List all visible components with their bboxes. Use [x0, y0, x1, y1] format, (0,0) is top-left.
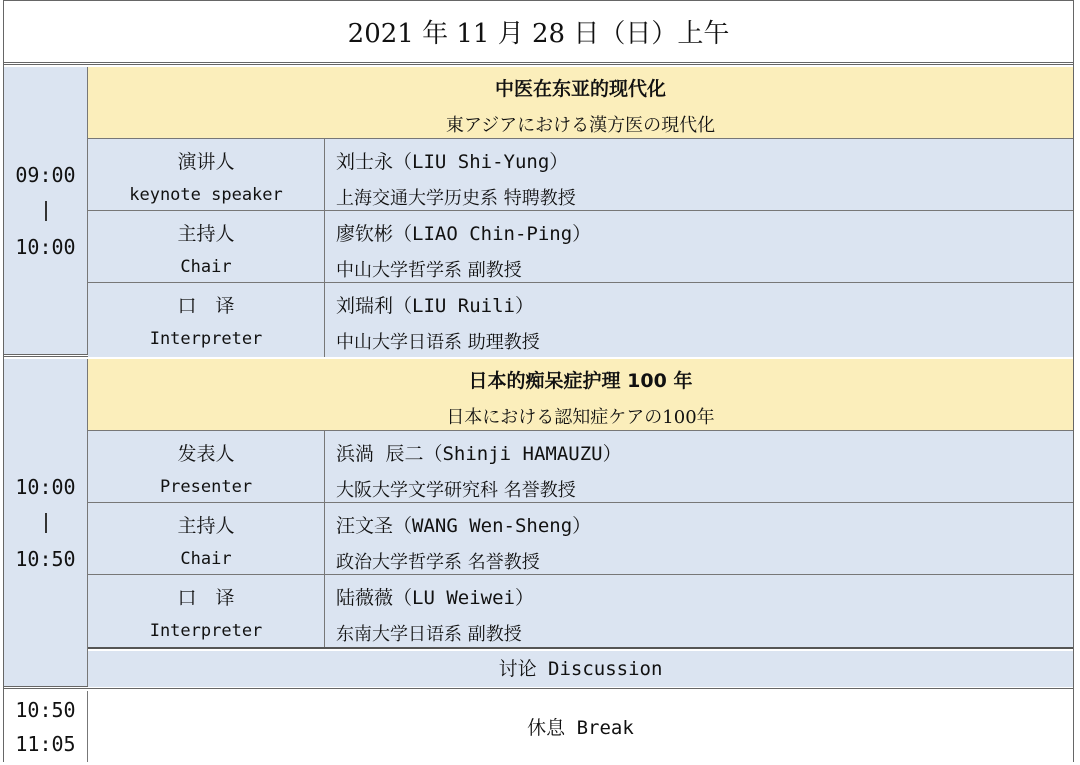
break-label: 休息 Break	[88, 691, 1073, 762]
session-2-time	[4, 359, 88, 686]
role-cell	[88, 283, 325, 357]
session-1-content	[88, 67, 1073, 354]
time-end: 10:00	[15, 234, 76, 259]
session-1	[4, 67, 1073, 357]
person-name: 刘瑞利（LIU Ruili）	[336, 295, 534, 317]
interpreter-row	[88, 575, 1073, 649]
person-name: 陆薇薇（LU Weiwei）	[336, 587, 534, 609]
time-start: 09:00	[15, 162, 76, 187]
session-title-zh: 中医在东亚的现代化	[494, 78, 666, 100]
person-cell	[336, 283, 1073, 357]
person-cell	[336, 503, 1073, 574]
role-zh: 口 译	[177, 295, 235, 317]
time-start: 10:00	[15, 474, 76, 499]
person-affiliation: 中山大学日语系 助理教授	[336, 332, 540, 353]
session-title-ja: 東アジアにおける漢方医の現代化	[445, 115, 716, 136]
time-separator	[45, 201, 47, 221]
person-cell	[336, 575, 1073, 647]
schedule-table	[3, 0, 1074, 762]
person-cell	[336, 431, 1073, 502]
speaker-row	[88, 139, 1073, 211]
person-name: 浜渦 辰二（Shinji HAMAUZU）	[336, 443, 622, 465]
role-cell	[88, 211, 325, 282]
person-affiliation: 上海交通大学历史系 特聘教授	[336, 188, 576, 209]
interpreter-row	[88, 283, 1073, 357]
chair-row	[88, 211, 1073, 283]
role-zh: 演讲人	[177, 151, 235, 173]
role-zh: 主持人	[177, 223, 235, 245]
discussion-cell: 讨论 Discussion	[88, 651, 1073, 687]
time-start: 10:50	[15, 697, 76, 722]
person-name: 汪文圣（WANG Wen-Sheng）	[336, 515, 592, 537]
time-end: 10:50	[15, 546, 76, 571]
person-name: 刘士永（LIU Shi-Yung）	[336, 151, 569, 173]
session-title	[88, 359, 1073, 431]
break-content	[88, 691, 1073, 762]
role-zh: 口 译	[177, 587, 235, 609]
presenter-row	[88, 431, 1073, 503]
session-title-zh: 日本的痴呆症护理 100 年	[468, 370, 693, 392]
role-en: Interpreter	[149, 329, 263, 349]
person-cell	[336, 139, 1073, 210]
session-2	[4, 359, 1073, 689]
role-en: Interpreter	[149, 621, 263, 641]
person-affiliation: 中山大学哲学系 副教授	[336, 260, 522, 281]
date-header: 2021 年 11 月 28 日（日）上午	[4, 1, 1073, 65]
break-block	[4, 691, 1073, 762]
role-en: Presenter	[159, 477, 253, 497]
chair-row	[88, 503, 1073, 575]
time-separator	[45, 513, 47, 533]
session-2-content	[88, 359, 1073, 686]
role-en: Chair	[180, 549, 232, 569]
role-en: keynote speaker	[129, 185, 283, 205]
person-cell	[336, 211, 1073, 282]
person-affiliation: 大阪大学文学研究科 名誉教授	[336, 480, 576, 501]
person-affiliation: 政治大学哲学系 名誉教授	[336, 552, 540, 573]
person-name: 廖钦彬（LIAO Chin-Ping）	[336, 223, 592, 245]
time-end: 11:05	[15, 731, 76, 756]
session-1-time	[4, 67, 88, 354]
role-cell	[88, 431, 325, 502]
person-affiliation: 东南大学日语系 副教授	[336, 624, 522, 645]
role-cell	[88, 503, 325, 574]
role-en: Chair	[180, 257, 232, 277]
role-zh: 发表人	[177, 443, 235, 465]
session-title-ja: 日本における認知症ケアの100年	[446, 407, 715, 428]
role-cell	[88, 139, 325, 210]
role-zh: 主持人	[177, 515, 235, 537]
break-time	[4, 691, 88, 762]
role-cell	[88, 575, 325, 647]
session-title	[88, 67, 1073, 139]
